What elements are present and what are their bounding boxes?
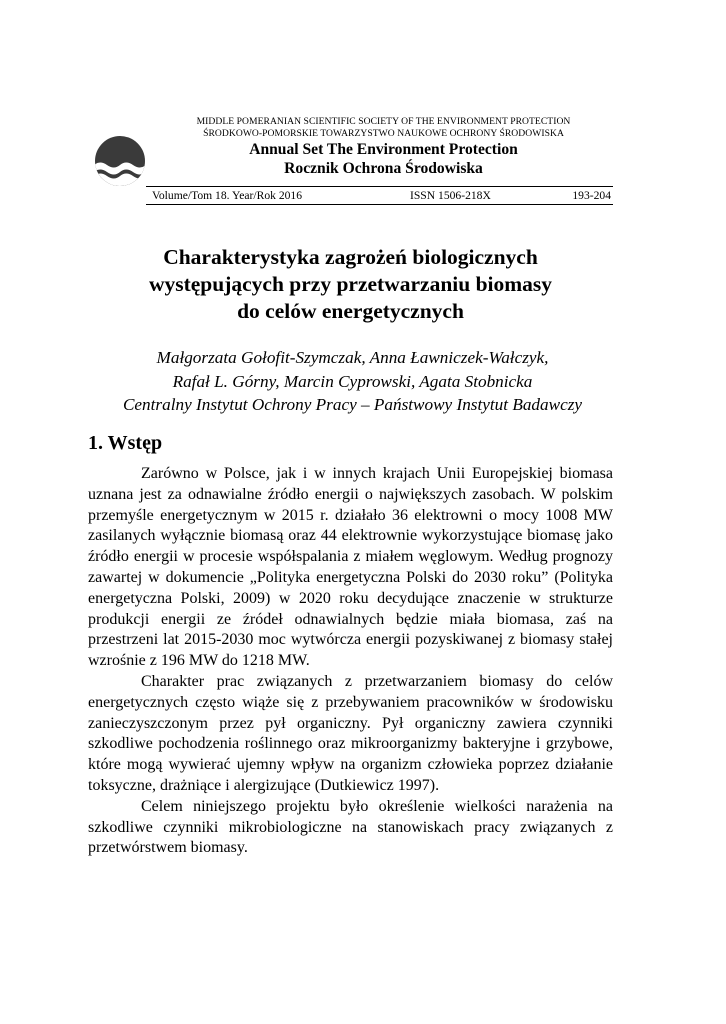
journal-header xyxy=(88,116,613,178)
authors-line: Rafał L. Górny, Marcin Cyprowski, Agata Stobnicka xyxy=(172,371,533,391)
title-line: do celów energetycznych xyxy=(237,299,464,323)
society-name-en: MIDDLE POMERANIAN SCIENTIFIC SOCIETY OF THE ENVIRONMENT PROTECTION xyxy=(196,116,571,127)
volume-bar xyxy=(146,186,613,205)
journal-name-pl: Rocznik Ochrona Środowiska xyxy=(284,160,483,177)
title-line: występujących przy przetwarzaniu biomasy xyxy=(148,272,553,296)
society-name-pl: ŚRODKOWO-POMORSKIE TOWARZYSTWO NAUKOWE OCHRONY ŚRODOWISKA xyxy=(203,128,564,139)
journal-name-en: Annual Set The Environment Protection xyxy=(249,141,518,158)
paragraph: Zarówno w Polsce, jak i w innych krajach Unii Europejskiej biomasa uznana jest za odnawialne źródło energii o największych zasobach. W polskim przemyśle energetycznym w 2015 r. działało 36 elektrowni o mocy 1008 MW zasilanych wyłącznie biomasą oraz 44 elektrownie wykorzystujące biomasę jako źródło energii w procesie współspalania z miałem węglowym. Według prognozy zawartej w dokumencie „Polityka energetyczna Polski do 2030 roku” (Polityka energetyczna Polski, 2009) w 2020 roku decydujące znaczenie w strukturze produkcji energii ze źródeł odnawialnych będzie miała biomasa, zaś na przestrzeni lat 2015-2030 moc wytwórcza energii pozyskiwanej z biomasy stałej wzrośnie z 196 MW do 1218 MW. xyxy=(88,465,613,670)
title-line: Charakterystyka zagrożeń biologicznych xyxy=(163,245,538,269)
paragraph: Celem niniejszego projektu było określenie wielkości narażenia na szkodliwe czynniki mikrobiologiczne na stanowiskach pracy związanych z przetwórstwem biomasy. xyxy=(88,797,613,857)
authors-block xyxy=(80,346,625,417)
section-heading: 1. Wstęp xyxy=(88,432,163,454)
affiliation: Centralny Instytut Ochrony Pracy – Państwowy Instytut Badawczy xyxy=(122,395,583,414)
page-range: 193-204 xyxy=(572,189,611,202)
authors-line: Małgorzata Gołofit-Szymczak, Anna Ławniczek-Wałczyk, xyxy=(156,348,549,367)
volume-info: Volume/Tom 18. Year/Rok 2016 xyxy=(152,189,303,202)
body-text xyxy=(88,464,613,859)
issn: ISSN 1506-218X xyxy=(410,189,491,202)
paragraph: Charakter prac związanych z przetwarzaniem biomasy do celów energetycznych często wiąże się z przebywaniem pracowników w środowisku zanieczyszczonym przez pył organiczny. Pył organiczny zawiera czynniki szkodliwe pochodzenia roślinnego oraz mikroorganizmy bakteryjne i grzybowe, które mogą wywierać ujemny wpływ na organizm człowieka poprzez działanie toksyczne, drażniące i alergizujące (Dutkiewicz 1997). xyxy=(88,672,613,794)
article-title xyxy=(88,244,613,325)
